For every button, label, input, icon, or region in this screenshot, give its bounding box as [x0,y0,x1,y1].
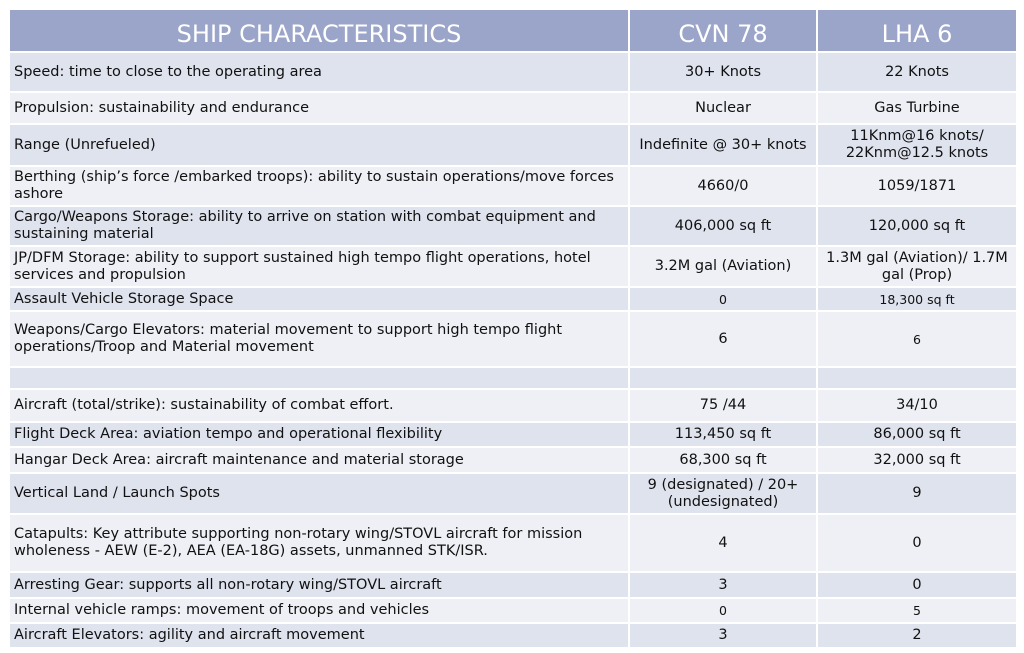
cvn78-value: 113,450 sq ft [629,422,817,447]
cvn78-value: 30+ Knots [629,52,817,92]
cvn78-value: Indefinite @ 30+ knots [629,124,817,166]
lha6-value: 11Knm@16 knots/ 22Knm@12.5 knots [817,124,1017,166]
header-cvn78: CVN 78 [629,9,817,52]
cvn78-value: 75 /44 [629,389,817,422]
cvn78-value: 4660/0 [629,166,817,206]
table-row [9,572,1017,598]
row-label: Assault Vehicle Storage Space [9,287,629,311]
spacer-row [9,367,1017,389]
table-row [9,166,1017,206]
row-label: Hangar Deck Area: aircraft maintenance and material storage [9,447,629,473]
row-label: Flight Deck Area: aviation tempo and operational flexibility [9,422,629,447]
table-row [9,246,1017,287]
table-row [9,514,1017,572]
lha6-value: 0 [817,572,1017,598]
header-row [9,9,1017,52]
row-label: Arresting Gear: supports all non-rotary wing/STOVL aircraft [9,572,629,598]
row-label: Berthing (ship’s force /embarked troops): ability to sustain operations/move forces ashore [9,166,629,206]
cvn78-value: 3 [629,623,817,648]
row-label: Cargo/Weapons Storage: ability to arrive on station with combat equipment and sustaining material [9,206,629,246]
table-row [9,124,1017,166]
table-row [9,598,1017,623]
cvn78-value: 0 [629,287,817,311]
row-label: Aircraft (total/strike): sustainability of combat effort. [9,389,629,422]
cvn78-value: 9 (designated) / 20+ (undesignated) [629,473,817,514]
ship-characteristics-table [8,8,1018,649]
table-row [9,206,1017,246]
row-label: Internal vehicle ramps: movement of troops and vehicles [9,598,629,623]
row-label [9,367,629,389]
row-label: Weapons/Cargo Elevators: material movement to support high tempo flight operations/Troop and Material movement [9,311,629,367]
cvn78-value: 3 [629,572,817,598]
table-row [9,447,1017,473]
cvn78-value: 6 [629,311,817,367]
header-characteristics: SHIP CHARACTERISTICS [9,9,629,52]
cvn78-value [629,367,817,389]
cvn78-value: 0 [629,598,817,623]
lha6-value: 18,300 sq ft [817,287,1017,311]
row-label: Aircraft Elevators: agility and aircraft movement [9,623,629,648]
lha6-value: 86,000 sq ft [817,422,1017,447]
cvn78-value: 68,300 sq ft [629,447,817,473]
table-row [9,311,1017,367]
cvn78-value: Nuclear [629,92,817,124]
table-row [9,92,1017,124]
table-row [9,52,1017,92]
table-row [9,287,1017,311]
lha6-value: 2 [817,623,1017,648]
lha6-value: 120,000 sq ft [817,206,1017,246]
table-row [9,389,1017,422]
table-row [9,473,1017,514]
lha6-value [817,367,1017,389]
lha6-value: 6 [817,311,1017,367]
lha6-value: 0 [817,514,1017,572]
row-label: Vertical Land / Launch Spots [9,473,629,514]
cvn78-value: 406,000 sq ft [629,206,817,246]
cvn78-value: 3.2M gal (Aviation) [629,246,817,287]
row-label: Range (Unrefueled) [9,124,629,166]
cvn78-value: 4 [629,514,817,572]
row-label: Propulsion: sustainability and endurance [9,92,629,124]
row-label: Catapults: Key attribute supporting non-rotary wing/STOVL aircraft for mission wholeness - AEW (E-2), AEA (EA-18G) assets, unmanned STK/ISR. [9,514,629,572]
lha6-value: 1.3M gal (Aviation)/ 1.7M gal (Prop) [817,246,1017,287]
header-lha6: LHA 6 [817,9,1017,52]
lha6-value: 34/10 [817,389,1017,422]
table-row [9,623,1017,648]
row-label: JP/DFM Storage: ability to support sustained high tempo flight operations, hotel services and propulsion [9,246,629,287]
lha6-value: 5 [817,598,1017,623]
row-label: Speed: time to close to the operating area [9,52,629,92]
lha6-value: 22 Knots [817,52,1017,92]
lha6-value: 1059/1871 [817,166,1017,206]
table-row [9,422,1017,447]
lha6-value: 9 [817,473,1017,514]
lha6-value: 32,000 sq ft [817,447,1017,473]
lha6-value: Gas Turbine [817,92,1017,124]
